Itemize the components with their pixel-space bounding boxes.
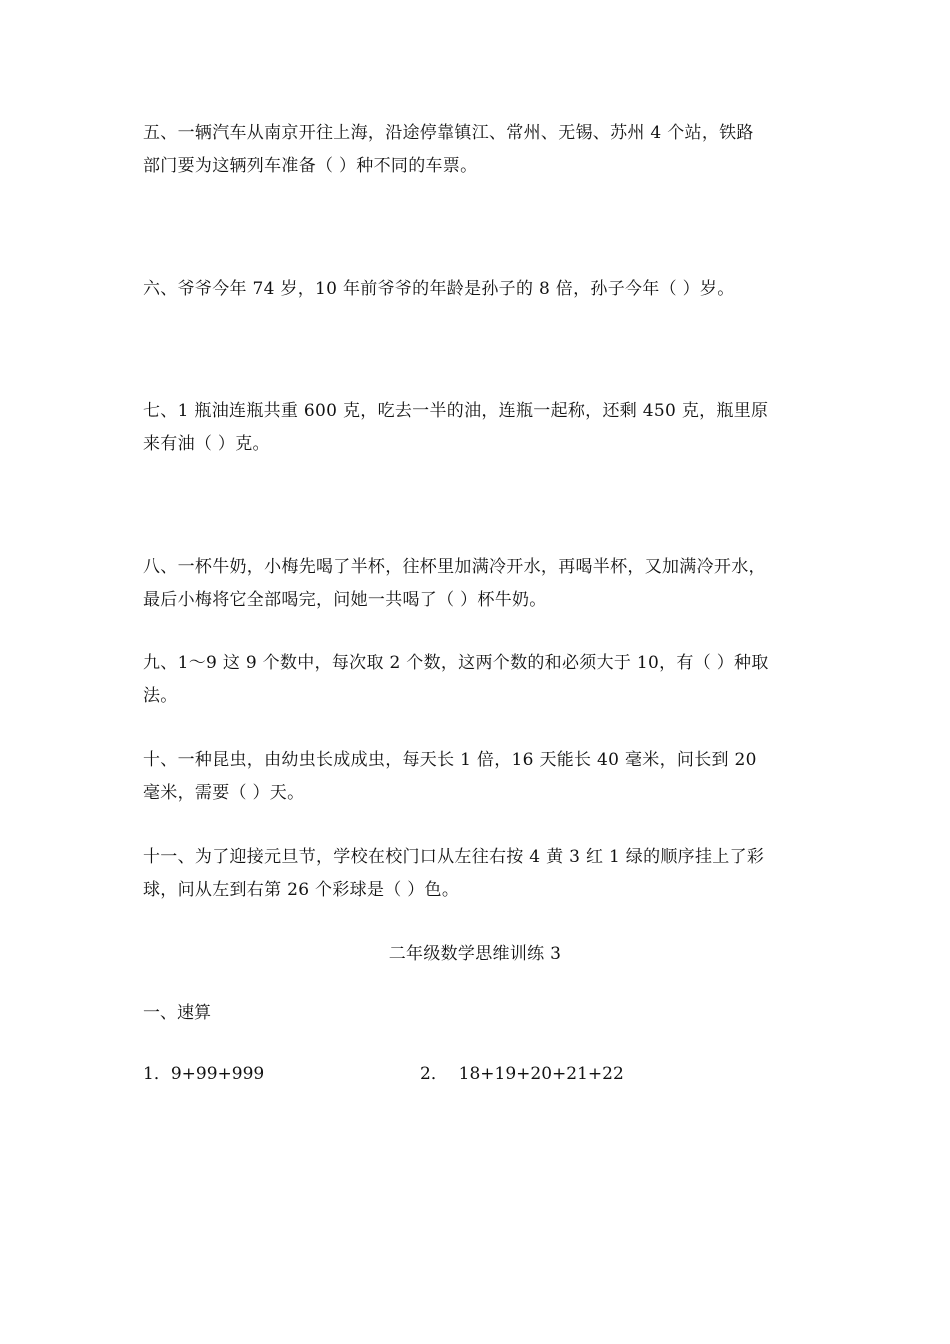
calc-item-2-number: 2．	[420, 1064, 448, 1084]
question-8	[143, 551, 813, 617]
section-title: 二年级数学思维训练 3	[388, 944, 562, 964]
calc-item-1-expression: 9+99+999	[170, 1064, 265, 1084]
question-7-line-2: 来有油（ ）克。	[143, 434, 270, 454]
question-7-line-1: 七、1 瓶油连瓶共重 600 克，吃去一半的油，连瓶一起称，还剩 450 克，瓶里原	[143, 401, 769, 421]
question-10-line-2: 毫米，需要（ ）天。	[143, 783, 305, 803]
calc-item-2	[420, 1058, 624, 1091]
question-10-line-1: 十、一种昆虫，由幼虫长成成虫，每天长 1 倍，16 天能长 40 毫米，问长到 20	[143, 750, 757, 770]
question-11-line-2: 球，问从左到右第 26 个彩球是（ ）色。	[143, 880, 460, 900]
calc-item-1	[143, 1058, 264, 1091]
question-5-line-1: 五、一辆汽车从南京开往上海，沿途停靠镇江、常州、无锡、苏州 4 个站，铁路	[143, 123, 754, 143]
question-9-line-1: 九、1～9 这 9 个数中，每次取 2 个数，这两个数的和必须大于 10，有（ ）种取	[143, 653, 769, 673]
question-5	[143, 117, 813, 183]
question-9	[143, 647, 813, 713]
question-8-line-1: 八、一杯牛奶，小梅先喝了半杯，往杯里加满冷开水，再喝半杯，又加满冷开水，	[143, 557, 766, 577]
question-6-line-1: 六、爷爷今年 74 岁，10 年前爷爷的年龄是孙子的 8 倍，孙子今年（ ）岁。	[143, 279, 735, 299]
question-6	[143, 273, 813, 306]
question-9-line-2: 法。	[143, 686, 178, 706]
question-5-line-2: 部门要为这辆列车准备（ ）种不同的车票。	[143, 156, 478, 176]
calc-item-1-number: 1．	[143, 1064, 171, 1084]
question-8-line-2: 最后小梅将它全部喝完，问她一共喝了（ ）杯牛奶。	[143, 590, 547, 610]
calc-item-2-expression: 18+19+20+21+22	[458, 1064, 624, 1084]
question-11-line-1: 十一、为了迎接元旦节，学校在校门口从左往右按 4 黄 3 红 1 绿的顺序挂上了彩	[143, 847, 765, 867]
question-7	[143, 395, 813, 461]
question-11	[143, 841, 813, 907]
subsection-heading: 一、速算	[143, 1003, 211, 1023]
question-10	[143, 744, 813, 810]
